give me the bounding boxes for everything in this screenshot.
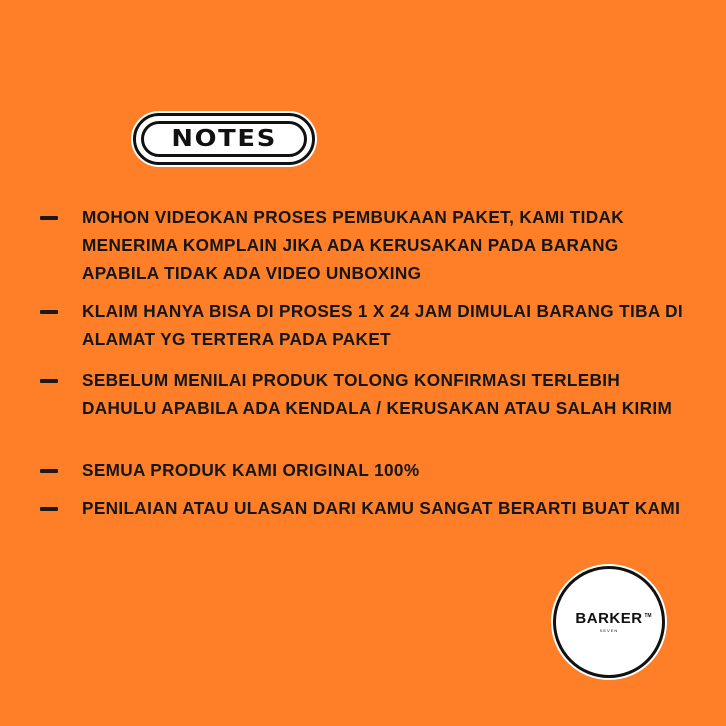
note-text: KLAIM HANYA BISA DI PROSES 1 X 24 JAM DIMULAI BARANG TIBA DI ALAMAT YG TERTERA PADA PAKET	[82, 301, 683, 349]
notes-title: NOTES	[171, 126, 277, 152]
note-item	[40, 366, 692, 422]
barker-logo	[553, 566, 665, 678]
note-text: MOHON VIDEOKAN PROSES PEMBUKAAN PAKET, KAMI TIDAK MENERIMA KOMPLAIN JIKA ADA KERUSAKAN PADA BARANG APABILA TIDAK ADA VIDEO UNBOXING	[82, 207, 625, 283]
note-item	[40, 494, 692, 522]
logo-subtitle: SEVEN	[599, 627, 619, 633]
bullet-dash	[40, 507, 58, 511]
bullet-dash	[40, 469, 58, 473]
note-text: SEBELUM MENILAI PRODUK TOLONG KONFIRMASI TERLEBIH DAHULU APABILA ADA KENDALA / KERUSAKAN ATAU SALAH KIRIM	[82, 370, 673, 418]
logo-brand: BARKER	[575, 609, 643, 627]
note-item	[40, 203, 692, 287]
bullet-dash	[40, 379, 58, 383]
logo-wordmark	[575, 609, 652, 627]
bullet-dash	[40, 216, 58, 220]
bullet-dash	[40, 310, 58, 314]
note-item	[40, 456, 692, 484]
logo-trademark: TM	[644, 612, 652, 619]
note-text: PENILAIAN ATAU ULASAN DARI KAMU SANGAT BERARTI BUAT KAMI	[82, 498, 681, 518]
note-item	[40, 297, 692, 353]
note-text: SEMUA PRODUK KAMI ORIGINAL 100%	[82, 460, 420, 480]
